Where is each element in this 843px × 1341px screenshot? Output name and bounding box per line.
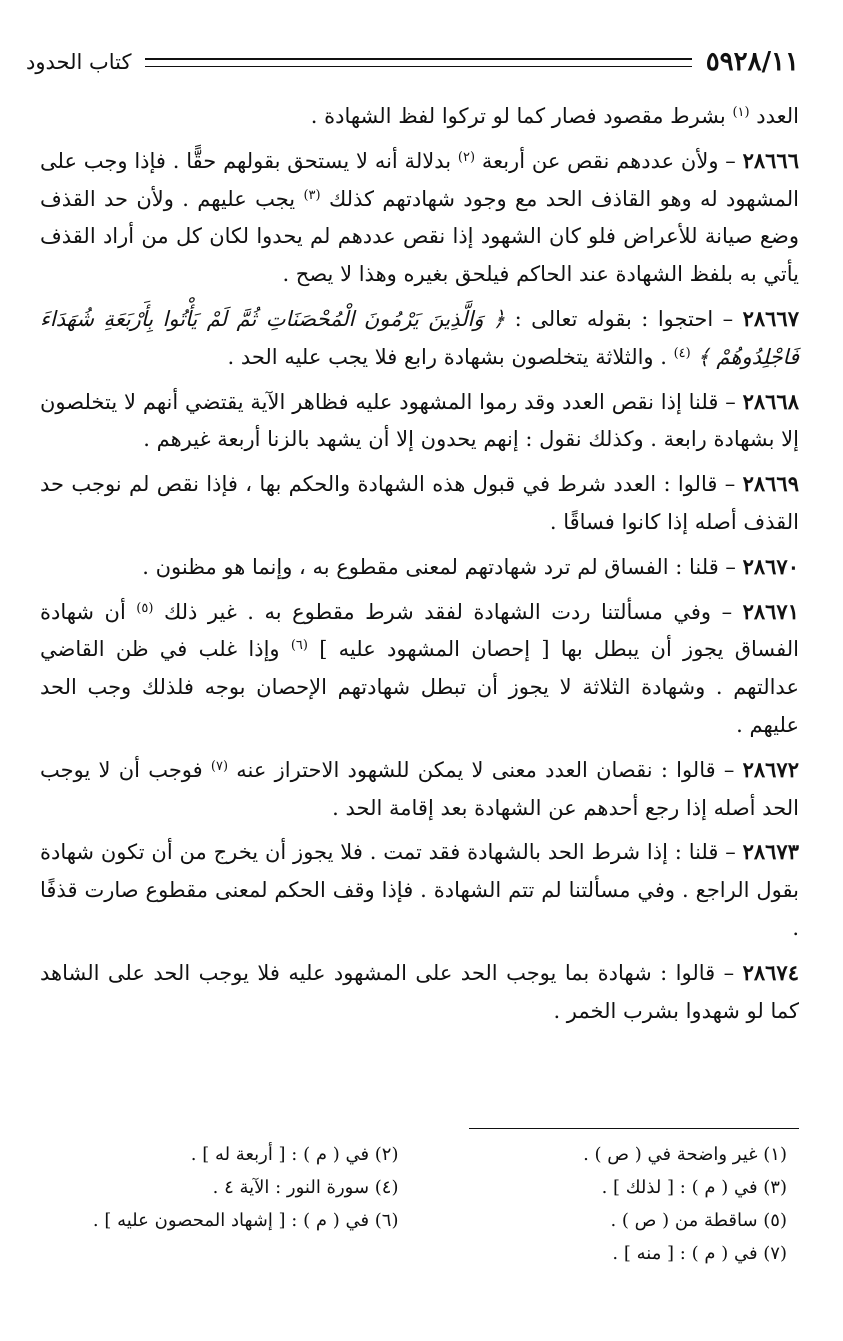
paragraph-p28670 [40, 548, 799, 587]
text-segment: – قلنا إذا نقص العدد وقد رموا المشهود عليه فظاهر الآية يقتضي أنهم لا يتخلصون إلا بشهادة رابعة . وكذلك نقول : إنهم يحدون إلا أن يشهد بالزنا أربعة غيرهم . [40, 389, 799, 452]
paragraph-number: ٢٨٦٧٣ [742, 839, 799, 865]
paragraph-intro [40, 98, 799, 136]
paragraph-number: ٢٨٦٦٧ [742, 305, 799, 331]
footnote-ref: (٣) [303, 187, 321, 203]
paragraph-p28671 [40, 593, 799, 745]
paragraph-number: ٢٨٦٦٨ [742, 388, 799, 414]
footnote-ref: (٤) [673, 345, 691, 361]
text-segment: بشرط مقصود فصار كما لو تركوا لفظ الشهادة . [310, 104, 733, 128]
text-segment: – احتجوا : بقوله تعالى : [505, 306, 743, 331]
text-segment: فوجب أن لا يوجب الحد أصله إذا رجع أحدهم عن الشهادة بعد إقامة الحد . [40, 757, 799, 820]
paragraph-number: ٢٨٦٦٩ [742, 471, 799, 497]
footnote-separator [469, 1128, 799, 1129]
paragraph-p28667 [40, 300, 799, 377]
paragraph-p28674 [40, 954, 799, 1031]
footnote-3: (٣) في ( م ) : [ لذلك ] . [601, 1177, 787, 1198]
paragraph-number: ٢٨٦٧٤ [742, 959, 799, 985]
text-segment: العدد [749, 104, 799, 128]
paragraph-p28666 [40, 142, 799, 294]
text-segment: أن شهادة الفساق يجوز أن يبطل بها [ إحصان المشهود عليه ] [40, 599, 799, 662]
footnote-1: (١) غير واضحة في ( ص ) . [583, 1144, 787, 1165]
text-segment: يجب عليهم . ولأن حد القذف وضع صيانة للأعراض فلو كان الشهود إذا نقص عددهم لم يحدوا لكان كل من أراد القذف يأتي به بلفظ الشهادة عند الحاكم فيلحق بغيره وهذا لا يصح . [40, 186, 799, 287]
quran-quote: ﴿ وَالَّذِينَ يَرْمُونَ الْمُحْصَنَاتِ ثُمَّ لَمْ يَأْتُوا بِأَرْبَعَةِ شُهَدَاءَ فَاجْلِدُوهُمْ ﴾ [40, 306, 799, 369]
text-segment: – قالوا : العدد شرط في قبول هذه الشهادة والحكم بها ، فإذا نقص لم نوجب حد القذف أصله إذا كانوا فساقًا . [40, 472, 799, 534]
paragraph-number: ٢٨٦٧١ [742, 598, 799, 624]
text-segment: – ولأن عددهم نقص عن أربعة [475, 148, 743, 173]
text-segment: وإذا غلب في ظن القاضي عدالتهم . وشهادة الثلاثة لا يجوز أن تبطل شهادتهم الإحصان بوجه فلذلك وجب الحد عليهم . [40, 637, 799, 737]
paragraph-number: ٢٨٦٦٦ [742, 147, 799, 173]
paragraph-number: ٢٨٦٧٢ [742, 756, 799, 782]
paragraph-p28668 [40, 383, 799, 460]
footnote-7: (٧) في ( م ) : [ منه ] . [612, 1243, 787, 1264]
paragraph-p28672 [40, 751, 799, 828]
footnotes [40, 1138, 787, 1270]
footnote-6: (٦) في ( م ) : [ إشهاد المحصون عليه ] . [92, 1210, 399, 1231]
page-number: ٥٩٢٨/١١ [705, 47, 799, 77]
text-segment: – قالوا : شهادة بما يوجب الحد على المشهود عليه فلا يوجب الحد على الشاهد كما لو شهدوا بشرب الخمر . [40, 960, 799, 1023]
book-title: كتاب الحدود [26, 50, 132, 74]
footnote-ref: (٦) [290, 638, 308, 654]
main-text [40, 98, 799, 1036]
footnote-4: (٤) سورة النور : الآية ٤ . [212, 1177, 399, 1198]
footnote-ref: (١) [732, 105, 750, 120]
header-rule [145, 58, 691, 67]
page-header [26, 42, 799, 82]
text-segment: – قالوا : نقصان العدد معنى لا يمكن للشهود الاحتراز عنه [228, 757, 743, 782]
text-segment: بدلالة أنه لا يستحق بقولهم حقًّا . فإذا وجب على المشهود له وهو القاذف الحد مع وجود شهادتهم كذلك [40, 148, 799, 211]
text-segment: – قلنا : إذا شرط الحد بالشهادة فقد تمت . فلا يجوز أن يخرج من أن تكون شهادة بقول الراجع . وفي مسألتنا لم تتم الشهادة . فإذا وقف الحكم لمعنى مقطوع صارت قذفًا . [40, 840, 799, 940]
footnote-ref: (٢) [457, 149, 476, 165]
text-segment: . والثلاثة يتخلصون بشهادة رابع فلا يجب عليه الحد . [227, 344, 674, 369]
footnote-2: (٢) في ( م ) : [ أربعة له ] . [190, 1144, 399, 1165]
paragraph-p28673 [40, 833, 799, 947]
paragraph-p28669 [40, 465, 799, 542]
footnote-ref: (٧) [210, 758, 229, 774]
text-segment: – وفي مسألتنا ردت الشهادة لفقد شرط مقطوع به . غير ذلك [153, 599, 743, 624]
text-segment: – قلنا : الفساق لم ترد شهادتهم لمعنى مقطوع به ، وإنما هو مظنون . [142, 554, 743, 579]
paragraph-number: ٢٨٦٧٠ [742, 553, 799, 579]
footnote-5: (٥) ساقطة من ( ص ) . [610, 1210, 787, 1231]
footnote-ref: (٥) [136, 600, 154, 616]
